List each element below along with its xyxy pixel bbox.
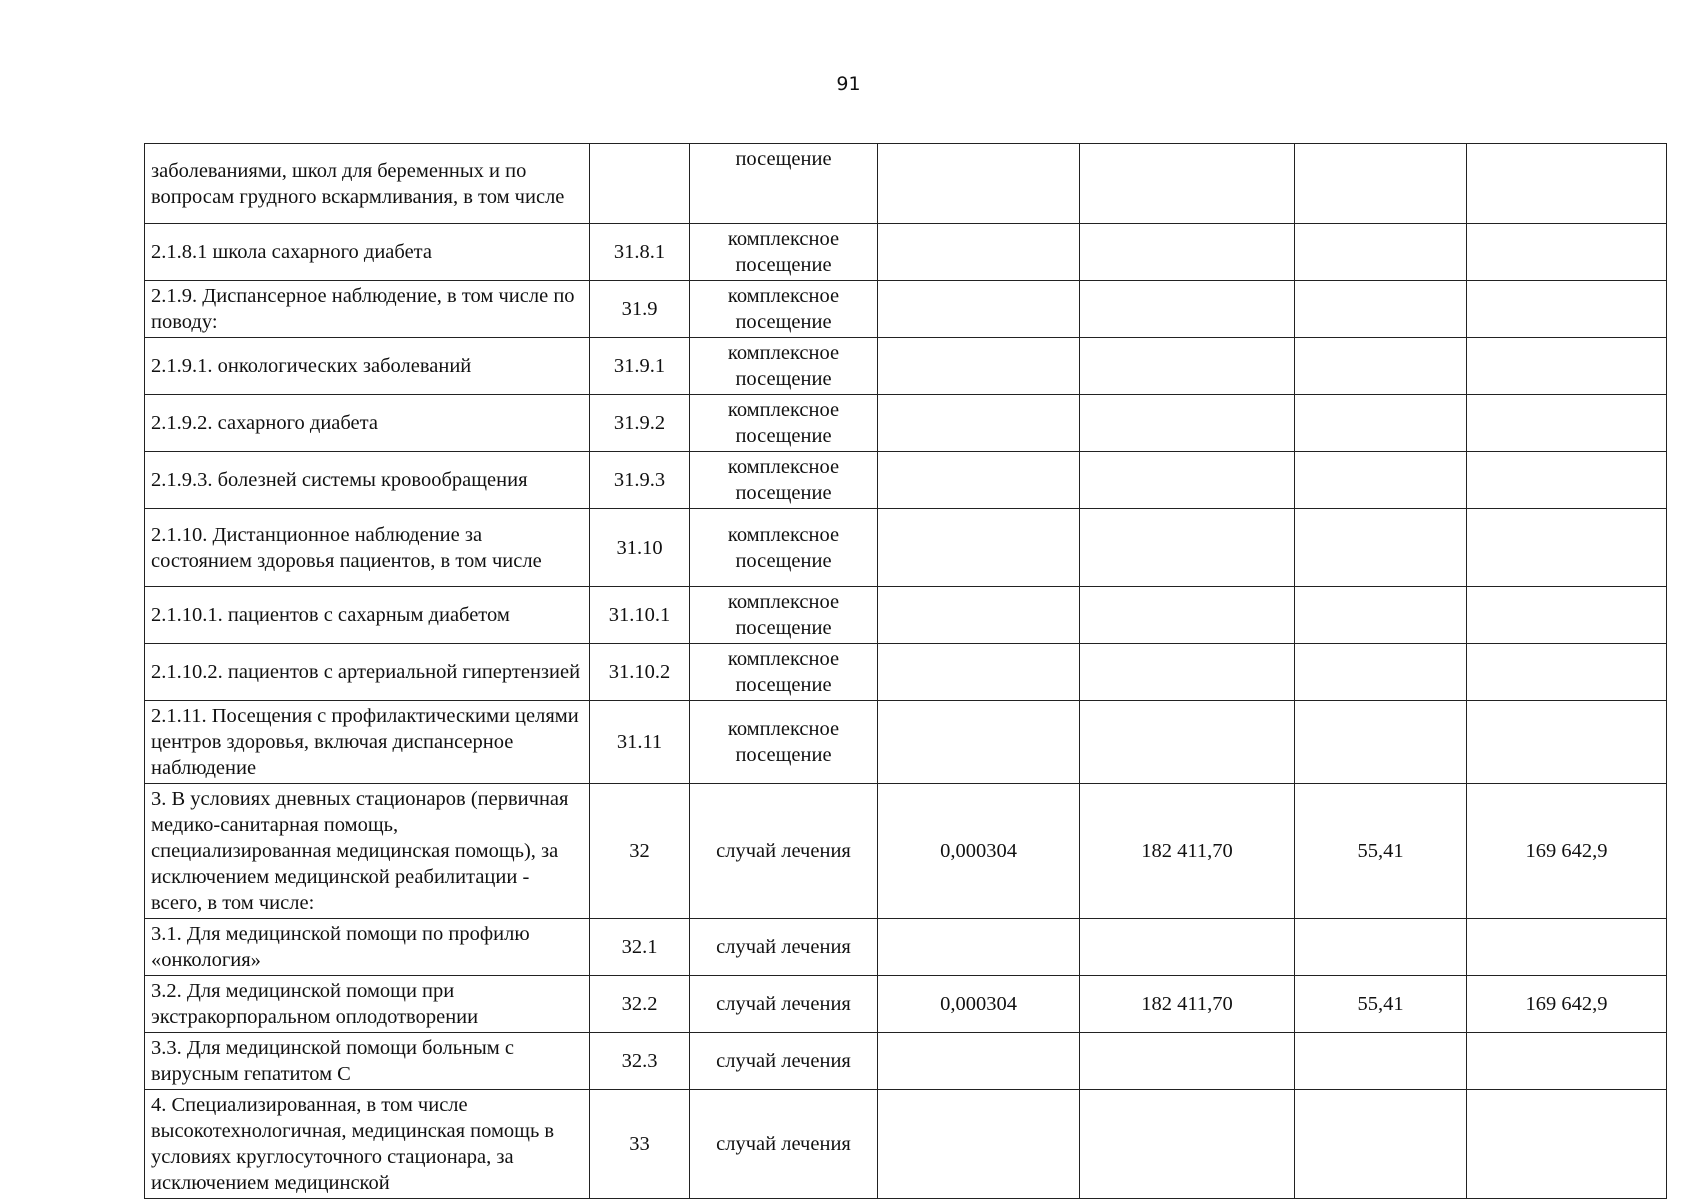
row-value-4-cell [1467, 919, 1667, 976]
row-value-4-cell [1467, 395, 1667, 452]
row-value-1-cell [878, 338, 1080, 395]
page-number: 91 [836, 73, 861, 95]
table-row [145, 644, 1667, 701]
row-value-1-cell [878, 509, 1080, 587]
row-name-cell: 2.1.10.2. пациентов с артериальной гипертензией [145, 644, 590, 701]
table-row [145, 976, 1667, 1033]
row-value-2-cell [1080, 224, 1295, 281]
row-value-3-cell [1295, 509, 1467, 587]
table-row [145, 919, 1667, 976]
row-unit-cell: комплексное посещение [690, 509, 878, 587]
table-row [145, 701, 1667, 784]
row-name-cell: 2.1.11. Посещения с профилактическими целями центров здоровья, включая диспансерное наблюдение [145, 701, 590, 784]
row-value-4-cell [1467, 338, 1667, 395]
row-name-cell: 2.1.8.1 школа сахарного диабета [145, 224, 590, 281]
table-row [145, 1033, 1667, 1090]
row-value-2-cell: 182 411,70 [1080, 784, 1295, 919]
row-value-2-cell [1080, 281, 1295, 338]
row-code-cell: 31.9.3 [590, 452, 690, 509]
row-value-3-cell [1295, 587, 1467, 644]
row-value-4-cell [1467, 224, 1667, 281]
row-name-cell: 2.1.9.2. сахарного диабета [145, 395, 590, 452]
row-value-3-cell [1295, 395, 1467, 452]
row-value-2-cell [1080, 919, 1295, 976]
row-unit-cell: комплексное посещение [690, 224, 878, 281]
row-name-cell: 2.1.10. Дистанционное наблюдение за состоянием здоровья пациентов, в том числе [145, 509, 590, 587]
row-value-3-cell: 55,41 [1295, 976, 1467, 1033]
row-code-cell: 31.10 [590, 509, 690, 587]
row-value-2-cell [1080, 1090, 1295, 1199]
row-unit-cell: комплексное посещение [690, 587, 878, 644]
row-value-3-cell [1295, 338, 1467, 395]
row-value-4-cell [1467, 644, 1667, 701]
table-row [145, 281, 1667, 338]
row-value-2-cell [1080, 1033, 1295, 1090]
row-code-cell: 31.8.1 [590, 224, 690, 281]
row-unit-cell: случай лечения [690, 976, 878, 1033]
table-row [145, 509, 1667, 587]
row-name-cell: 2.1.9.3. болезней системы кровообращения [145, 452, 590, 509]
row-value-2-cell [1080, 452, 1295, 509]
row-value-1-cell [878, 281, 1080, 338]
row-code-cell: 31.11 [590, 701, 690, 784]
row-name-cell: 2.1.9. Диспансерное наблюдение, в том числе по поводу: [145, 281, 590, 338]
row-name-cell: 3.3. Для медицинской помощи больным с вирусным гепатитом С [145, 1033, 590, 1090]
row-unit-cell: посещение [690, 144, 878, 224]
row-value-4-cell [1467, 144, 1667, 224]
row-value-3-cell [1295, 1033, 1467, 1090]
row-value-4-cell [1467, 1090, 1667, 1199]
row-value-2-cell: 182 411,70 [1080, 976, 1295, 1033]
row-value-1-cell [878, 1033, 1080, 1090]
table-row [145, 338, 1667, 395]
row-value-1-cell [878, 224, 1080, 281]
row-name-cell: 4. Специализированная, в том числе высокотехнологичная, медицинская помощь в условиях круглосуточного стационара, за исключением медицинской [145, 1090, 590, 1199]
row-value-2-cell [1080, 509, 1295, 587]
row-value-1-cell: 0,000304 [878, 976, 1080, 1033]
row-name-cell: 2.1.9.1. онкологических заболеваний [145, 338, 590, 395]
row-code-cell: 33 [590, 1090, 690, 1199]
row-code-cell: 31.9 [590, 281, 690, 338]
row-value-4-cell [1467, 1033, 1667, 1090]
row-name-cell: 2.1.10.1. пациентов с сахарным диабетом [145, 587, 590, 644]
table-row [145, 452, 1667, 509]
row-value-1-cell: 0,000304 [878, 784, 1080, 919]
row-code-cell: 32 [590, 784, 690, 919]
row-code-cell: 32.2 [590, 976, 690, 1033]
row-unit-cell: комплексное посещение [690, 452, 878, 509]
row-unit-cell: комплексное посещение [690, 395, 878, 452]
row-value-4-cell: 169 642,9 [1467, 784, 1667, 919]
table-row [145, 1090, 1667, 1199]
row-value-3-cell [1295, 144, 1467, 224]
row-unit-cell: комплексное посещение [690, 644, 878, 701]
row-value-4-cell [1467, 509, 1667, 587]
row-value-4-cell: 169 642,9 [1467, 976, 1667, 1033]
row-value-1-cell [878, 701, 1080, 784]
row-unit-cell: комплексное посещение [690, 338, 878, 395]
row-value-1-cell [878, 1090, 1080, 1199]
row-unit-cell: комплексное посещение [690, 701, 878, 784]
row-value-2-cell [1080, 338, 1295, 395]
row-value-3-cell: 55,41 [1295, 784, 1467, 919]
table-row [145, 395, 1667, 452]
row-value-1-cell [878, 644, 1080, 701]
row-value-2-cell [1080, 644, 1295, 701]
row-unit-cell: комплексное посещение [690, 281, 878, 338]
row-value-4-cell [1467, 701, 1667, 784]
row-code-cell: 31.10.1 [590, 587, 690, 644]
row-code-cell: 31.10.2 [590, 644, 690, 701]
row-unit-cell: случай лечения [690, 1033, 878, 1090]
table-row [145, 587, 1667, 644]
row-value-3-cell [1295, 1090, 1467, 1199]
row-value-1-cell [878, 452, 1080, 509]
table-body [145, 144, 1667, 1199]
row-value-1-cell [878, 395, 1080, 452]
row-code-cell: 32.3 [590, 1033, 690, 1090]
row-code-cell: 31.9.1 [590, 338, 690, 395]
row-value-2-cell [1080, 395, 1295, 452]
row-value-4-cell [1467, 452, 1667, 509]
row-value-2-cell [1080, 701, 1295, 784]
row-name-cell: 3.1. Для медицинской помощи по профилю «онкология» [145, 919, 590, 976]
row-unit-cell: случай лечения [690, 919, 878, 976]
row-code-cell [590, 144, 690, 224]
data-table [144, 143, 1667, 1199]
row-unit-cell: случай лечения [690, 1090, 878, 1199]
row-value-1-cell [878, 919, 1080, 976]
row-value-3-cell [1295, 644, 1467, 701]
row-value-1-cell [878, 144, 1080, 224]
row-value-3-cell [1295, 224, 1467, 281]
table-row [145, 224, 1667, 281]
row-value-1-cell [878, 587, 1080, 644]
row-code-cell: 32.1 [590, 919, 690, 976]
row-name-cell: 3.2. Для медицинской помощи при экстракорпоральном оплодотворении [145, 976, 590, 1033]
row-name-cell: 3. В условиях дневных стационаров (первичная медико-санитарная помощь, специализированная медицинская помощь), за исключением медицинской реабилитации - всего, в том числе: [145, 784, 590, 919]
table-row [145, 144, 1667, 224]
row-value-2-cell [1080, 587, 1295, 644]
table-row [145, 784, 1667, 919]
row-value-3-cell [1295, 452, 1467, 509]
row-name-cell: заболеваниями, школ для беременных и по вопросам грудного вскармливания, в том числе [145, 144, 590, 224]
row-value-3-cell [1295, 281, 1467, 338]
row-value-2-cell [1080, 144, 1295, 224]
row-value-3-cell [1295, 701, 1467, 784]
row-code-cell: 31.9.2 [590, 395, 690, 452]
row-value-4-cell [1467, 587, 1667, 644]
row-unit-cell: случай лечения [690, 784, 878, 919]
row-value-4-cell [1467, 281, 1667, 338]
row-value-3-cell [1295, 919, 1467, 976]
